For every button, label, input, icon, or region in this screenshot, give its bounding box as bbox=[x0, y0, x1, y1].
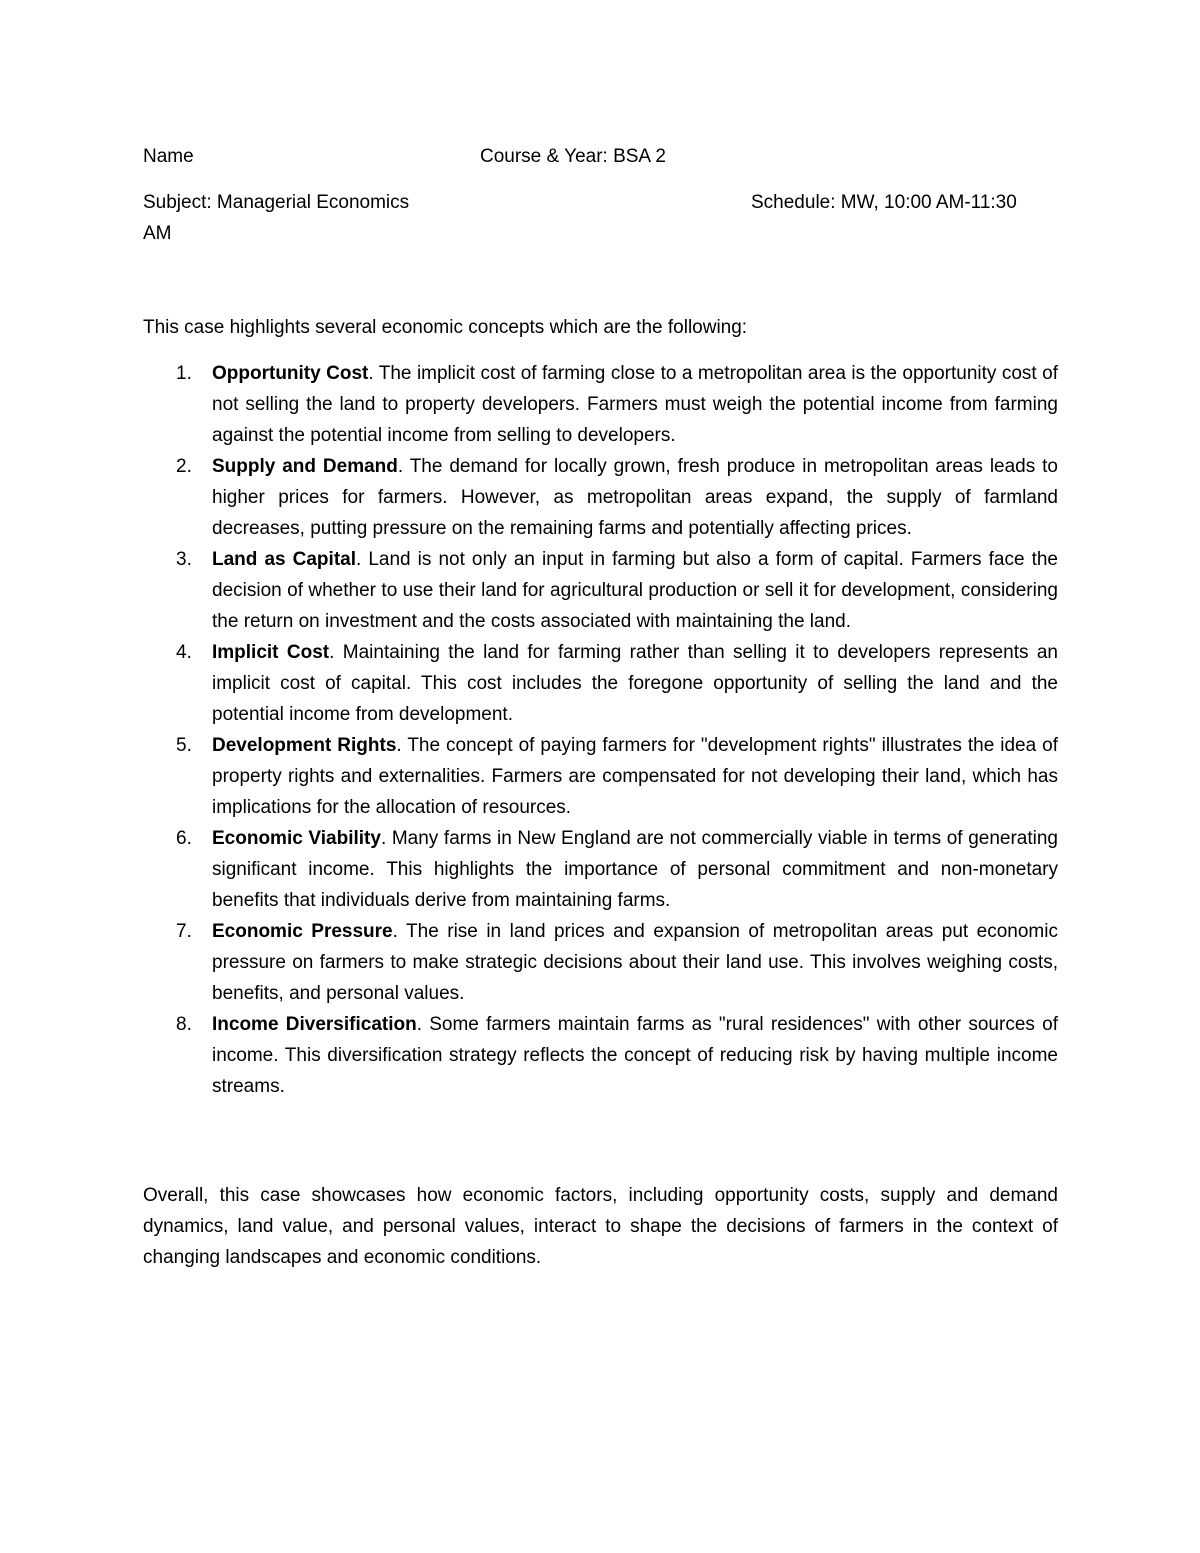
list-item-number: 7. bbox=[176, 921, 192, 942]
concept-term: Economic Viability bbox=[212, 828, 381, 849]
concept-description: . The demand for locally grown, fresh produce in metropolitan areas leads to higher prices for farmers. However, as metropolitan areas expand, the supply of farmland decreases, putting pressure on the remaining farms and potentially affecting prices. bbox=[212, 456, 1058, 539]
list-item-number: 5. bbox=[176, 735, 192, 756]
concept-description: . Land is not only an input in farming but also a form of capital. Farmers face the decision of whether to use their land for agricultural production or sell it for development, considering the return on investment and the costs associated with maintaining the land. bbox=[212, 549, 1059, 632]
concept-term: Land as Capital bbox=[212, 549, 356, 570]
list-item-number: 4. bbox=[176, 642, 192, 663]
list-item bbox=[143, 823, 1058, 916]
concept-term: Income Diversification bbox=[212, 1014, 417, 1035]
list-item bbox=[143, 544, 1058, 637]
list-item bbox=[143, 358, 1058, 451]
intro-paragraph: This case highlights several economic concepts which are the following: bbox=[143, 317, 748, 338]
concept-term: Development Rights bbox=[212, 735, 397, 756]
concept-description: . Some farmers maintain farms as "rural residences" with other sources of income. This diversification strategy reflects the concept of reducing risk by having multiple income streams. bbox=[212, 1014, 1058, 1097]
list-item bbox=[143, 637, 1058, 730]
concept-term: Supply and Demand bbox=[212, 456, 398, 477]
concept-description: . Many farms in New England are not commercially viable in terms of generating significant income. This highlights the importance of personal commitment and non-monetary benefits that individuals derive from maintaining farms. bbox=[212, 828, 1059, 911]
course-year: Course & Year: BSA 2 bbox=[480, 146, 666, 167]
concept-description: . Maintaining the land for farming rather than selling it to developers represents an implicit cost of capital. This cost includes the foregone opportunity of selling the land and the potential income from development. bbox=[212, 642, 1058, 725]
concept-term: Economic Pressure bbox=[212, 921, 393, 942]
conclusion-paragraph: Overall, this case showcases how economic factors, including opportunity costs, supply and demand dynamics, land value, and personal values, interact to shape the decisions of farmers in the context of changing landscapes and economic conditions. bbox=[143, 1185, 1058, 1268]
concept-term: Implicit Cost bbox=[212, 642, 330, 663]
concept-description: . The implicit cost of farming close to a metropolitan area is the opportunity cost of not selling the land to property developers. Farmers must weigh the potential income from farming against the potential income from selling to developers. bbox=[212, 363, 1058, 446]
list-item-number: 1. bbox=[176, 363, 192, 384]
list-item bbox=[143, 916, 1058, 1009]
list-item bbox=[143, 1009, 1058, 1102]
concept-list bbox=[143, 358, 1058, 1102]
name-label: Name bbox=[143, 146, 194, 167]
list-item-number: 2. bbox=[176, 456, 192, 477]
concept-description: . The rise in land prices and expansion of metropolitan areas put economic pressure on farmers to make strategic decisions about their land use. This involves weighing costs, benefits, and personal values. bbox=[212, 921, 1058, 1004]
list-item-number: 6. bbox=[176, 828, 192, 849]
concept-term: Opportunity Cost bbox=[212, 363, 369, 384]
schedule-line-continuation: AM bbox=[143, 223, 172, 244]
subject-line: Subject: Managerial Economics bbox=[143, 192, 410, 213]
list-item-number: 3. bbox=[176, 549, 192, 570]
list-item-number: 8. bbox=[176, 1014, 192, 1035]
list-item bbox=[143, 451, 1058, 544]
list-item bbox=[143, 730, 1058, 823]
concept-description: . The concept of paying farmers for "development rights" illustrates the idea of property rights and externalities. Farmers are compensated for not developing their land, which has implications for the allocation of resources. bbox=[212, 735, 1058, 818]
schedule-line: Schedule: MW, 10:00 AM-11:30 bbox=[751, 192, 1017, 213]
